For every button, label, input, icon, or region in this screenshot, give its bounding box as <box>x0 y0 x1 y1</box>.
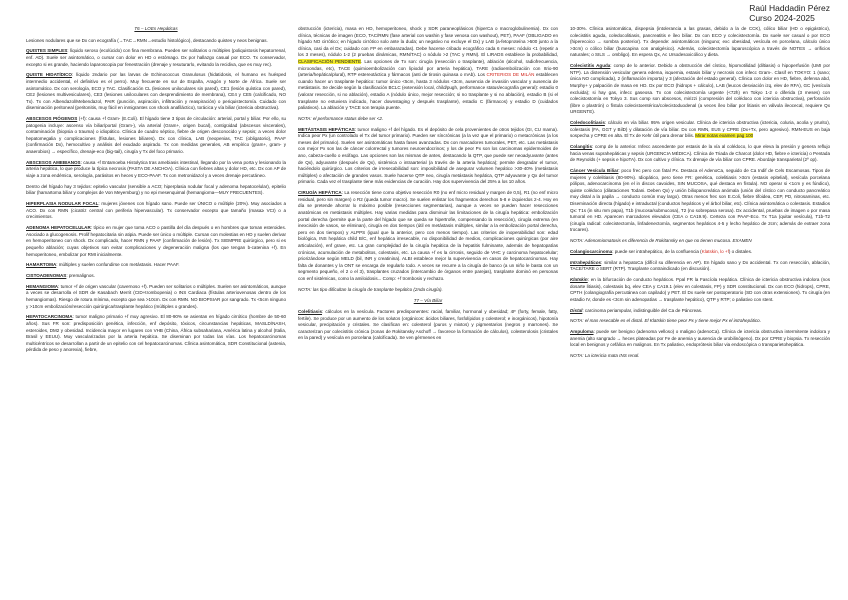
paragraph-metastasis <box>298 127 558 186</box>
text-adenoma: : típico en mujer que toma ACO o pastilla del día después o en hombres que toman esteroides. Asociado a glucogenosis. Prolif hepatocitaria sin atipia. Puede ser único o múltiple. Cursan con molestias en HD y suelen derivar en hemoperitoneo con shock. Dx complicado, hacer RMN y PAAF (confirmación de lesión). Tx SIEMPRE quirúrgico, pero si es pequeño ablación; cuyas objetivos son evitar complicaciones y degeneración maligna (los que tengan b-catenina +f). En hemoperitoneo, embolizar por RMI inicialmente. <box>26 225 286 257</box>
term-quistes-simples: QUISTES SIMPLES <box>26 48 68 54</box>
text-metastasis: : tumor maligno +f del hígado. Es el depósito de cela provenientes de otros tejidos (GI, CU mama). Indica peor Px (un controlado el Tx del tumor primario). Pueden ser síncrónicas (a la vez que el primario) o metacrónicas (a los meses del primario). Suelen ser asintomáticas hasta fases avanzadas. Dx con marcadores tumorales, PET, etc. Las metástasis con mejor Px son las de cáncer colorrectal y tumores neuroendocrinos; y los de peor Px son los carcinomas epidermoides de ano, cabeza-cuello o esófago. Las opciones son las mismas de antes, destacando la QTP, que puede ser neoadyuvante (antes de Qx), adyuvante (después de Qx), sistémica o intraarterial (a través de la arteria hepática); permite desgradar el tumor, haciéndolo quirúrgico. Los criterios de irresecabilidad son: imposibilidad de asegurar volumen hepático >30-40% (metástasis múltiples) o afectación de grandes vasos. Suele hacerse QTP neo, cirugía metástasis hepática, QTP adyuvante y Qx del tumor primario. Cada vez el trasplante tiene más evidencias de curación. Hay dos supervivencia del 25% a los 10 años. <box>298 126 558 185</box>
text-hcc-part2: . Las opciones de Tx son: cirugía (resección o trasplante), ablación (alcohol, radiofrecuencia, microondas, etc), TACE (quimioembolización con lipiodol por arteria hepática), TARE (radioembolización con Itrio-90 (arteria/hepática/plural), RTP estereotáctica y fármacos (anti de tirosin quinasa o mAb). Los <box>298 58 558 78</box>
text-cirugia-hepatica: : La resección tiene como objetivo resección R0 (no enf micro residual y margen de 0,5), R1 (no enf micro residual, pero sin margen) o R2 (queda tumor macro). Se suelen enlistar los fragmentos derechos 5-8 e izquierdos 2-4. Hoy en día se pretende ahorrar lo máximo posible (resecciones segmentarias), aunque a veces se pueden hacer resecciones anatómicas en metástasis múltiples. Hay varias medidas para disminuir las limitaciones de la cirugía hepática: embolización portal derecha (permite que la parte del hígado que se queda se hipertrofie, compensando la resección), cirugía extrema (en inexcisión de vasos, se eliminan), cirugía en dos tiempos (útil en metástasis múltiples, similar a la embolización portal derecha, pero en dos tiempos) y ALPPS (igual que la anterior, pero con menos tiempo). Las criterios de inoperabilidad son: edad biológica, INS hepática child B/C, enf hepática irresecable, no disponibilidad de medios, complicaciones quirúrgicas (por aire articulación), enf grave, etc. La gran complejidad de la cirugía hepática de la hepatitis fulminante, además de hepatopatías crónicas, acumulación de metabolitos, colestasis, etc. La causa +f es la cirrosis, seguido de VHC y carcinoma hepatocelular; priorizándose según MELD (bil, INR y creatinina). ALBI establece mejor la supervivencia en casos de hepatocarcinomas. Hay falta de donantes y la ONT se encarga de regularlo todo. A veces se recurre a la cirugía de banco (a un niño le basta con un segmento pequeño, el 2 o el 3), trasplantes cruzados (intercambio de órganos entre parejas), trasplante dominó en personas con enf sistémicas, como la amiloidosis... Comp: +f trombosis y rechazo. <box>298 190 558 281</box>
term-cancer-vesicula: Cáncer Vesícula Biliar <box>570 168 619 174</box>
term-hamartoma: HAMARTOMA <box>26 262 57 268</box>
page-header <box>749 3 830 23</box>
paragraph-klatskin <box>570 277 830 303</box>
paragraph-hepatocarcinoma <box>26 314 286 354</box>
paragraph-cirugia-hepatica <box>298 190 558 282</box>
term-cistoadenomas: CISTOADENOMAS <box>26 273 67 279</box>
term-ampuloma: Ampuloma <box>570 329 594 335</box>
paragraph-cistoadenomas <box>26 273 286 280</box>
note-resecable: NOTA: el mas resecable es el distal. El Klatskin tiene peor Px y tiene mejor Px el intrahepático. <box>570 318 761 324</box>
text-klatskin: : en la bifurcación de conducto hepáticos. Ppal FR la Fascíola Hepática. Clínica de ictericia obstructiva indolora (nos dosarte litiasis), colestasis bq, elev CEA y CA19.1 (elev en colestasis, FP) y SDR constitucional. Dx con ECO (hidrops), CPRE, CPTH (colangiografía percutánea con capilado) y PET. El Dx suele ser postoperatorio (SD con otras extensiones). Tx cirugía (en estadio IV, donde es <3cm sin adenopatías → trasplante hepático), QTP y RTP; o paliativo con stent. <box>570 277 830 302</box>
term-klatskin: Klatskin <box>570 277 588 283</box>
paragraph-colecistitis <box>570 63 830 116</box>
column-1 <box>26 26 286 596</box>
highlight-clasificacion: CLASIFICACIÓN PENDIENTE <box>298 58 361 64</box>
column-3 <box>570 26 830 596</box>
term-colelitiasis: Colelitiasis <box>298 309 323 315</box>
term-metastasis: METÁSTASIS HEPÁTICAS <box>298 126 355 132</box>
paragraph-hamartoma <box>26 262 286 269</box>
paragraph-colelitiasis-cont: 10-30%. Clínica asintomática, dispepsia (intolerancia a las grasas, debido a la de CCK), cólico biliar (HD o epigástrico), colecistitis aguda, coledocolitiasis, pancreatitis e íleo biliar. Dx con ECO y colecistectomía. Dx suele ser casual o por ECO (hiperecoico → sombra posterior). Tx depende: asintomáticos (ninguno; exc obesidad, vesícula en porcelana, cálculo único >3cm) o cólico biliar (buscapina con analgésico). Además, colecistectomía laparoscópica a través de NOTES → orificios naturales; o SILS → ombligo). En espera Qx, Ac Ursodesoxicólico y dieta. <box>570 26 830 58</box>
term-klatskin-red: Klatskin, lo +f <box>701 248 729 254</box>
term-distal: Distal <box>570 307 583 313</box>
text-hcc-part3: establecen cuando hacer un trasplante hepático: tumor único <5cm, hasta 3 nódulos <3cm, ausencia de invasión vascular y ausencia de metástasis. Se decide según la clasificación BCLC (extensión local, child/pugh, performance status/ecografía general): estadio 0 (valorar resección, si no ablación), estadio A (nódulo único, mejor resección; si no trasplante y si no ablación), estadio B (si el trasplante no estuviera indicado, hacer downstaging y después trasplante), estadio C (fármacos) y estadio D (cuidados paliativos). La ablación y TACE son terapia puente. <box>298 72 558 111</box>
highlight-mirar-notas: Mirar notas examen pag 100 <box>695 133 754 139</box>
text-hepatocarcinoma: : tumor maligno primario +f muy agresivo. El 80-90% se asientan en hígado cirrótico (hombre de 50-60 años). Sus FR son: predisposición genética, infección, enf depósito, tóxicos, circunstancias hepáticas, MASLD/NASH, esteroides, DM2 y obesidad. Incidencia mayor en lugares con VHB (China, África subsahariana, América latina y alcohol (Italia, Brasil y EEUU). Muy vascularizados por la arteria hepática. Se diseminan por todas las vías. Los hepatocarcinomas multicéntricos se desarrollan a partir de un epitelio con cel hepatocarcinomas. Clínica asintomática, SDR Constitucional (astenia, pérdida de peso y anorexia), fiebre, <box>26 314 286 353</box>
term-colecistitis: Colecistitis Aguda <box>570 63 611 69</box>
section-title-t6: T6 – LOEs Hepáticas <box>134 26 178 31</box>
text-cancer-vesicula: : poco frec pero con fatal Px. Destaca el AdenoCa, seguido de Ca Indif de Cels Escamosas. Tipos de mujeres y colelitiasis (80-90%). Idiopático, pero tiene FR: genética, colelitiasis >3cm (estasis epitelial), vesícula porcelana pólipos, adenocarcinoma (en el in discos cavoides, SIN MUCOSA, qué destaca en fístula). NO operar si <1cm y es fúndico), quiste colédoco (dilataciones Todani. Deben Qx) y unión biliopancreática anómala (unión del cístico con conducto pancreático muy distal a la papila → conducto común muy largo). Otras menos frec son E.Coli, fiebre tifoidea, CEP, PD, nitrosaminas, etc. Diseminación directa (hígado) e intraductal (conductos hepáticos y el árbol biliar, etc). Clínica asintomática o colestasis. Estadios Qx: T1s (in situ mm papa), T1b (mucosa/submucosa), T2 (no sobrepasa serosa). Dx accidental, pruebas de imagen o por masa tumoral en HD. Aparecen marcadores elevados (CEA o CA19.9). Certeza con PAAF-Eco. Tx T1a (quitar vesícula), T1b-T2 (cirugía radical: colecistectomía, linfadenectomía, segmentos hepáticos 4-5 y lecho hepático de 2cm; además de extraer zona trocares). <box>570 168 830 233</box>
paragraph-tejidos: Dentro del hígado hay 3 tejidos: epitelio vascular (sensible a ACO; hiperplasia nodular focal y adenoma hepatocelular), epitelio biliar (hamartoma biliar y complejos de Von Meyemburg) y no epi mesenquimal (hemangioma—MUY FRECUENTES). <box>26 183 286 196</box>
term-abscesos-amebianos: ABSCESOS AMEBIANOS <box>26 159 81 165</box>
term-colangiocarcinoma: Colangiocarcinoma <box>570 248 613 254</box>
note-adenomiomatosis: NOTA: Adenomiomatosis es diferencia de Rokitansky en que no tienen mucosa. EXAMEN <box>570 238 752 244</box>
text-intrahepaticos: : similar a hepatoCa (difícil su diferencia en AP). En hígado sano y Dx accidental. Tx con resección, ablación, TACE/TARE o SBRT (RTP). Trasplante contraindicado (en discusión). <box>570 259 830 272</box>
text-hcc-part1: obstrucción (ictericia), masa en HD, hemoperitoneo, shock y SDR paraneoplásicos (hiperCa o macroglobulinemia). Dx con clínica, técnicas de imagen (ECO, TAC/RMN (fase arterial con washin y fase venosa con washout), PET), PAAF (OBLIGADO en hígado NO cirrótico; en hígado cirrótico solo ante la duda; un negativo no excluye el Dx) y LAB (a-fetoproteína >500 junto a la clínica, casi da el Dx; cuidado con FP en embarazadas). Debe hacerse cribado ecográfico cada 6 meses: nódulo <1 (repetir a los 3 meses), nódulo 1-2 (2 pruebas dinámicas, RMN/TAC) o nódulo >2 (TAC y RMN). El LIRADS establece la probabilidad, <box>298 26 558 58</box>
text-colangiocarcinoma-end: ) o distales. <box>728 248 753 254</box>
text-colangitis: : comp de lo anterior. Infecc ascendente por estasis de la vía al colédoco, lo que eleva la presión y genera reflujo hacia venas suprahepáticas y sepsis (URGENCIA MÉDICA). Clínica de Triada de Charcot (dolor HD, fiebre e ictericia) o Pentada de Reynolds (+ sepsis e hipoTA). Dx con cultivo y clínica. Tx drenaje de vía biliar con CPRE. Abordaje transparietal (2º op). <box>570 144 830 163</box>
text-cistoadenomas: : premalignos. <box>66 273 95 279</box>
note-performance-status: NOTA: el performance status debe ser <2. <box>298 115 384 121</box>
paragraph-intrahepaticos <box>570 260 830 273</box>
notes-body <box>26 26 832 596</box>
text-hnf: : mujeres jóvenes con hígado sano. Puede ser ÚNICO o múltiple (20%). Muy asociados a ACO. Dx con RMN (cicatriz central con periferia hipervascular). Tx conservador excepto que tamaño (masa≥ VCI) o a crecimientos. <box>26 201 286 220</box>
text-abscesos-amebianos: : causa +f Entamoeba Histolytica tras amebiasis intestinal, llegando por la vena porta y lesionando la arteria hepática, lo que produce la típica necrosis (PASTA DE ANCHOA). Clínica con fiebres altas y dolor HD, etc. Dx con AP de viaje a zona endémica, serología, parásitos en heces y ECO-PAAF. Tx con metronidazol y a veces drenaje percutáneo. <box>26 159 286 179</box>
term-hnf: HIPERPLASIA NODULAR FOCAL <box>26 201 99 207</box>
paragraph-cancer-vesicula <box>570 168 830 234</box>
text-hamartoma: : múltiples y suelen confundirse con metástasis. Hacer PAAF. <box>56 262 180 268</box>
paragraph-quistes-simples <box>26 48 286 68</box>
term-adenoma: ADENOMA HEPATOCELULAR <box>26 225 91 231</box>
term-quiste-hidatidico: QUISTE HIDATÍDICO <box>26 72 72 78</box>
text-colecistitis: : comp de lo anterior. Debido a obstrucción del cístico, hipomotilidad (diltiasis) o hipoperfusión (UMI por NTP). La distensión vesicular genera edema, isquemia, estasis biliar y necrosis con infecc Gram-. Clasif en TOKYO: 1 (sano; única NO complicada), 2 (inflamación importa) y 3 (afectación del estado general). Clínica con dolor en HD, fiebre, defensa abd, Murphy+ y palpación de masa en HD. Dx por ECO (hidrops + cálculo), LAB (leucos desviación izq, elev de RFA), GC (vesícula excluida); si hay gas, infecc gaseosa. Tx con colecistectomía urgente (<72h) en Tokyo 1-2 o diferida (3 meses) con colecistostomía en Tokyo 3. Sus comp son abscesos, mirizzi (compresión del colédoco con ictericia obstructiva), perforación (libre o plastrón) o fístula colecistoentérica/colecistoduodenal (a veces íleo biliar por litiasis en válvula ileocecal, requiere Qx URGENTE). <box>570 63 830 115</box>
paragraph-ampuloma <box>570 329 830 349</box>
text-distal: : carcinoma periampular, indistinguible del Ca de Páncreas. <box>582 307 703 313</box>
paragraph-distal <box>570 308 830 315</box>
paragraph-coledocolitiasis <box>570 120 830 140</box>
paragraph-abscesos-amebianos <box>26 160 286 180</box>
text-colelitiasis: : cálculos en la vesícula. Factores predisponentes: racial, familiar, hormonal y obesidad; 4F (forty, female, fatty, fertile). Se produce por un aumento de los solutos (orgánicos: ácidos biliares, fosfolípidos y colesterol; e inorgánicos), hipotonía vesicular, precipitación y cristales. Se clasifican en: colesterol (puros y mixtos) y pigmentarios (negros y marrones). Se caracterizan por colecistitis crónica (zonas de Rokitansky Aschoff → favorece la formación de cálculos), colesterolosis (cristales en la pared) y vesícula en porcelana (calcificada). Se ven gérmenes en <box>298 309 558 341</box>
term-criterios-milan: CRITERIOS DE MILÁN <box>486 72 535 78</box>
text-ampuloma: : puede ser benigno (adenoma velloso) o maligno (adenoCa). Clínica de ictericia obstructiva intermitente indolora y anemia (alto sangrado → heces plateadas por Fe de anemia y ausencia de urobilinógeno). Dx por CPRE y biopsia. Tx resección local en benignos y cefálica en malignos. En Tx paliativo, endoprótesis biliar via endoscópica o transparietohepática. <box>570 329 830 348</box>
course-year: Curso 2024-2025 <box>749 13 815 23</box>
author-name: Raúl Haddadin Pérez <box>749 3 830 13</box>
text-hemangioma: : tumor +f de origen vascular (cavernoso +f). Pueden ser solitarios o múltiples. Suelen ser asintomáticos, aunque a veces se desarrolla el SDR de Kasabach Merrit (CID+trombopenia) o INS Cardiaca (fístulas arteriovenosas dentro de los hemangiomas). Riesgo de rotura mínima, excepto que sea >10cm. Dx con RMN. NO BIOPSIAR por sangrado. Tx <5cm ninguno y >10cm embolización/resección quirúrgica/trasplante hepático (múltiples o grandes). <box>26 283 286 309</box>
paragraph-colangiocarcinoma <box>570 249 830 256</box>
note-ictericia: NOTA: La ictericia mata INS renal. <box>570 353 640 359</box>
paragraph-adenoma <box>26 225 286 258</box>
paragraph-hemangioma <box>26 284 286 310</box>
term-hepatocarcinoma: HEPATOCARCINOMA <box>26 314 73 320</box>
column-2 <box>298 26 558 596</box>
term-intrahepaticos: Intrahepáticos <box>570 259 602 265</box>
paragraph-hnf <box>26 201 286 221</box>
term-hemangioma: HEMANGIOMA <box>26 283 59 289</box>
paragraph-intro: Lesiones nodulares que se Dx con ecografía (→TAC→RMN→estudio histológico), destacando quistes y neos benignas. <box>26 37 268 43</box>
text-quiste-hidatidico: : líquido 2ndario por las larvas de Echinococcus Granulosus (hidatidosis, el humano es huésped intermedio accidental, el definitivo es el perro). Muy frecuente en sur de España, Aragón y Norte de África. Suele ser asintomático. Dx con serología, ECO y TAC. Clasificación CL (lesiones uniloculares sin pared), CE1 (lesión quística con pared), CE2 (lesiones multivesiculares), CE3 (lesiones uniloculares con desprendimiento de membrana), CE4 y CE5 (calcificado, NO Tx). Tx con Albendazol/Mebendazol, PAIR (punción, aspiración, infiltración y reaspiración) o periquistectomía. Cuidado con diseminación peritoneal (peritonitis, muy fácil en inmigrantes con shock anafiláctico), torácica y vía biliar (ictericia obstructiva). <box>26 72 286 111</box>
note-trasplante: NOTA: las tipo dificultan la cirugía de trasplante hepático (2nda cirugía). <box>298 286 443 292</box>
paragraph-quiste-hidatidico <box>26 72 286 112</box>
text-coledocolitiasis: : cálculo en vía biliar. 95% origen vesicular. Clínica de ictericia obstructiva (ictericia, coluria, acolia y prurito), colestasis (FA, GGT y BilD) y dilatación de vía biliar. Dx con RMN, EUS y CPRE (Dx+Tx, pero agresivo). RMN-EUS en baja sospecha y CPRE en alta. El Tx de Kehr útil para drenar bilis. <box>570 120 830 139</box>
section-title-t7: T7 – Vía Biliar <box>413 297 443 303</box>
term-cirugia-hepatica: CIRUGÍA HEPÁTICA <box>298 190 342 196</box>
term-coledocolitiasis: Coledocolitiasis <box>570 120 605 126</box>
term-abscesos-piogenos: ABSCESOS PIÓGENOS <box>26 116 78 122</box>
text-abscesos-piogenos: (+f): causa +f Gram- (E.Coli). El hígado tiene 3 tipos de circulación: arterial, portal y biliar. Por ello, su patogenia incluye: ascenso vía biliar/portal (Gram-), vía arterial (Gram+, origen bucal), contigüidad (abscesos viscerales), contaminación (biopsia o trauma) o idiopático. Clínica de cuadro séptico, fiebre de origen desconocido y sepsis; a veces dolor hepatomegalia y complicaciones (fístulas, lesiones biliares). Dx con clínica, LAB (neopenias, TAC (obligatorio), PAAF (confirmación Dx), hemocultivo y análisis del exudado aspirado. Tx con medidas generales, AB empírico (gram+, gram- y anaerobios) → específico, drenaje-eco (big-tail), cirugía y Tx del foco primario. <box>26 116 286 155</box>
paragraph-colelitiasis <box>298 309 558 342</box>
text-quistes-simples: : líquido seroso (ecolúcido) con fina membrana. Pueden ser solitarios o múltiples (poliquistosis hepatorrenal, enf. AD). Suele ser asintomático, o cursar con dolor en HD o estómago. Dx por hallazgo casual por ECO. Tx conservador, excepto si es grande, haciendo laparoscopia por fenestración (drenaje y resuturarlo, evitando la recidiva, que es muy rec). <box>26 48 286 67</box>
paragraph-hcc-continued <box>298 26 558 112</box>
text-colangiocarcinoma: : puede ser intrahepático, de la confluencia ( <box>612 248 702 254</box>
paragraph-colangitis <box>570 144 830 164</box>
paragraph-abscesos-piogenos <box>26 116 286 156</box>
term-colangitis: Colangitis <box>570 144 592 150</box>
